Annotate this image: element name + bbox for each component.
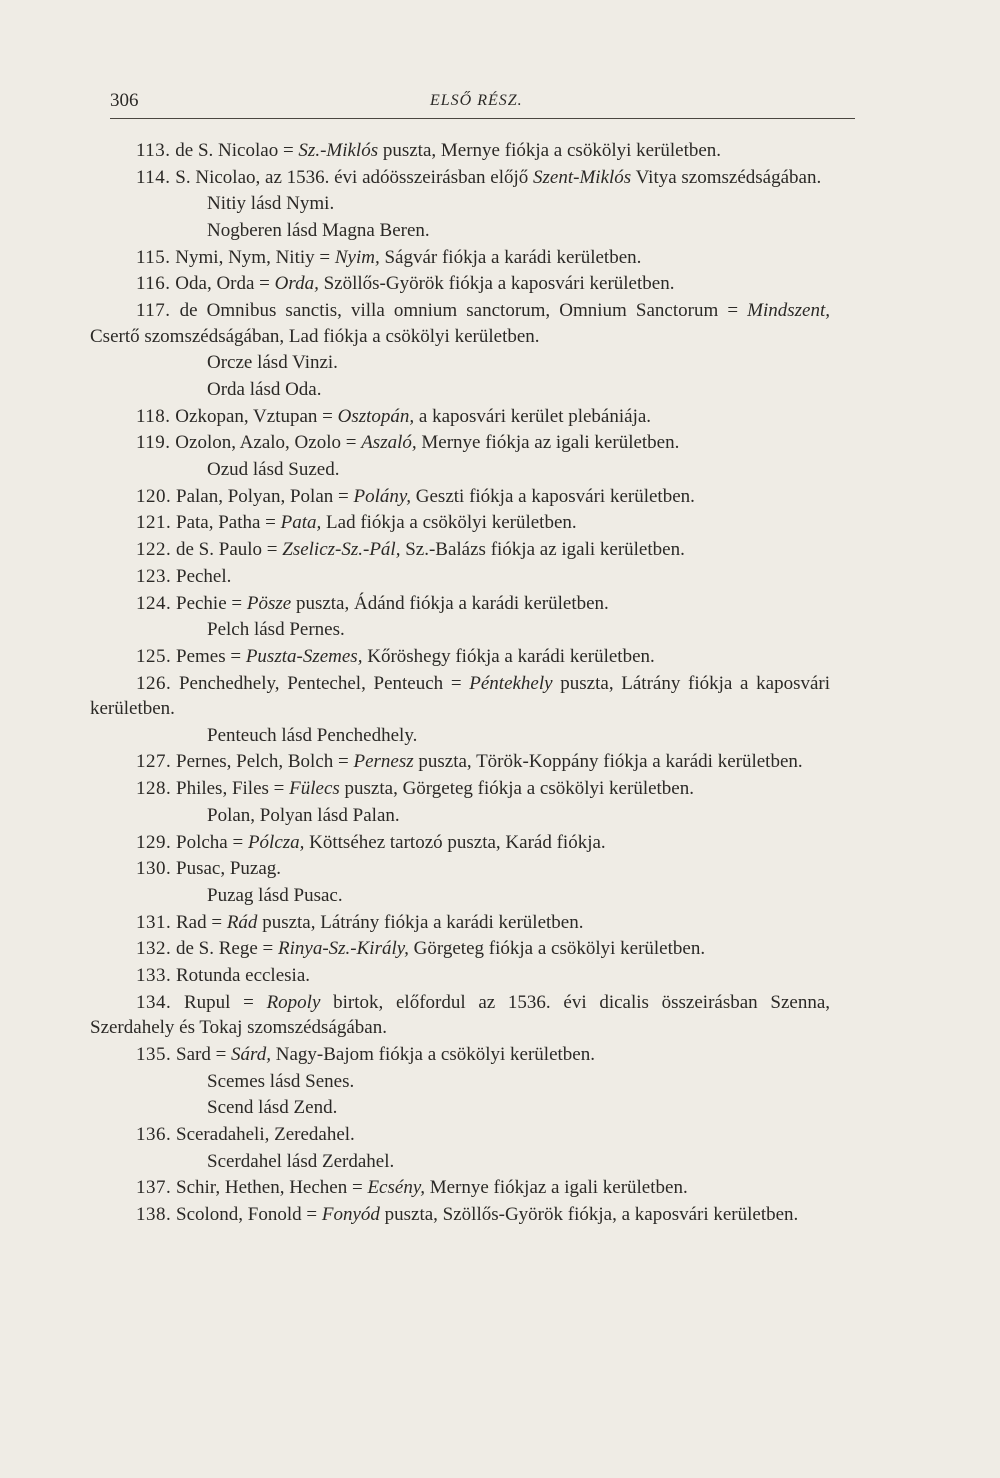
entry-number: 119.	[136, 432, 171, 454]
entry-text: Pemes =	[176, 645, 246, 667]
entry-text: Nymi, Nym, Nitiy =	[175, 246, 335, 268]
entry-number: 113.	[136, 140, 171, 161]
entry-modern-name: Péntekhely	[469, 672, 553, 694]
entry-text: Rupul =	[183, 991, 267, 1013]
entry-description: puszta, Látrány fiókja a kaposvári kerületben.	[90, 672, 831, 720]
entry-description: Geszti fiókja a kaposvári kerületben.	[411, 485, 695, 507]
entry-number: 137.	[136, 1177, 172, 1199]
entry-item	[90, 644, 830, 670]
entry-text: de Omnibus sanctis, villa omnium sanctorum, Omnium Sanctorum =	[179, 300, 748, 322]
entry-description: a kaposvári kerület plebániája.	[414, 405, 652, 427]
page-number: 306	[110, 90, 139, 111]
entry-number: 126.	[136, 672, 172, 694]
entry-text: Philes, Files =	[176, 778, 290, 800]
entry-number: 121.	[136, 512, 172, 534]
entry-modern-name: Rinya-Sz.-Király,	[278, 938, 409, 960]
entry-text: Ozkopan, Vztupan =	[175, 405, 338, 427]
entry-number: 124.	[136, 592, 172, 614]
entry-item	[90, 484, 830, 510]
entry-modern-name: Szent-Miklós	[533, 166, 632, 188]
entry-text: Oda, Orda =	[175, 273, 275, 295]
entry-text: S. Nicolao, az 1536. évi adóösszeirásban előjő	[175, 166, 534, 188]
entry-modern-name: Osztopán,	[337, 405, 415, 427]
entry-item	[90, 1042, 830, 1068]
entry-item	[90, 1202, 830, 1228]
entry-item	[90, 963, 830, 989]
entry-text: Sceradaheli, Zeredahel.	[176, 1123, 355, 1145]
entry-description: Görgeteg fiókja a csökölyi kerületben.	[408, 938, 706, 960]
entry-modern-name: Ecsény,	[367, 1177, 425, 1199]
entry-modern-name: Pata,	[280, 512, 322, 534]
entry-item	[90, 776, 830, 802]
entry-description: puszta, Mernye fiókja a csökölyi kerületben.	[378, 140, 722, 161]
entry-description: Csertő szomszédságában, Lad fiókja a csökölyi kerületben.	[90, 325, 540, 347]
entry-modern-name: Pösze	[246, 592, 292, 614]
entry-text: de S. Paulo =	[176, 539, 283, 561]
entry-text: de S. Nicolao =	[175, 140, 299, 161]
entry-modern-name: Puszta-Szemes,	[245, 645, 363, 667]
entry-modern-name: Pólcza,	[247, 831, 305, 853]
entry-number: 125.	[136, 645, 172, 667]
entry-number: 134.	[136, 991, 172, 1013]
entry-number: 120.	[136, 485, 172, 507]
cross-reference: Nitiy lásd Nymi.	[207, 193, 335, 215]
cross-reference: Scerdahel lásd Zerdahel.	[207, 1150, 395, 1172]
cross-reference: Puzag lásd Pusac.	[207, 884, 343, 906]
entry-modern-name: Nyim,	[334, 246, 380, 268]
entry-text: Ozolon, Azalo, Ozolo =	[175, 432, 362, 454]
entry-modern-name: Zselicz-Sz.-Pál,	[282, 539, 401, 561]
entry-description: puszta, Görgeteg fiókja a csökölyi kerületben.	[339, 778, 694, 800]
entry-modern-name: Aszaló,	[361, 432, 417, 454]
entry-text: Palan, Polyan, Polan =	[176, 485, 354, 507]
running-title: ELSŐ RÉSZ.	[430, 92, 523, 109]
entry-item	[90, 990, 830, 1041]
entry-number: 136.	[136, 1123, 172, 1145]
entry-text: Pusac, Puzag.	[176, 858, 282, 880]
entry-item	[90, 138, 830, 164]
entry-description: Mernye fiókjaz a igali kerületben.	[424, 1177, 688, 1199]
entry-description: Mernye fiókja az igali kerületben.	[416, 432, 680, 454]
entry-item	[90, 510, 830, 536]
page-header	[110, 88, 855, 128]
entry-item	[90, 1175, 830, 1201]
cross-reference: Orda lásd Oda.	[207, 379, 322, 400]
entry-item	[90, 245, 830, 271]
cross-reference: Orcze lásd Vinzi.	[207, 352, 338, 374]
entry-description: puszta, Ádánd fiókja a karádi kerületben.	[291, 592, 609, 614]
entry-number: 117.	[136, 300, 171, 322]
entry-number: 122.	[136, 539, 172, 561]
entry-number: 133.	[136, 964, 172, 986]
entry-text: Rad =	[176, 911, 227, 933]
entry-number: 116.	[136, 273, 171, 295]
entry-item	[90, 537, 830, 563]
entry-modern-name: Pernesz	[353, 751, 414, 773]
entry-number: 118.	[136, 405, 171, 427]
entry-item	[90, 910, 830, 936]
entry-text: Pechie =	[176, 592, 247, 614]
entry-item	[90, 591, 830, 617]
entry-number: 114.	[136, 166, 171, 188]
entry-item	[90, 298, 830, 349]
entry-description: puszta, Török-Koppány fiókja a karádi kerületben.	[413, 751, 803, 773]
entry-number: 138.	[136, 1203, 172, 1225]
entry-text: Schir, Hethen, Hechen =	[176, 1177, 368, 1199]
entry-number: 123.	[136, 565, 172, 587]
entry-text: Pechel.	[176, 565, 232, 587]
entry-description: Kőröshegy fiókja a karádi kerületben.	[362, 645, 655, 667]
entry-modern-name: Mindszent,	[747, 300, 830, 322]
cross-reference: Penteuch lásd Penchedhely.	[207, 724, 418, 746]
header-rule	[110, 118, 855, 119]
entry-modern-name: Rád	[226, 911, 258, 933]
entry-description: Szöllős-Györök fiókja a kaposvári kerületben.	[318, 273, 675, 295]
entry-modern-name: Polány,	[353, 485, 412, 507]
cross-reference: Scend lásd Zend.	[207, 1097, 338, 1119]
entry-text: Pernes, Pelch, Bolch =	[176, 751, 354, 773]
entry-description: Sz.-Balázs fiókja az igali kerületben.	[400, 539, 685, 561]
entry-description: Vitya szomszédságában.	[631, 166, 822, 188]
entry-number: 115.	[136, 246, 171, 268]
entry-number: 131.	[136, 911, 172, 933]
cross-reference: Polan, Polyan lásd Palan.	[207, 804, 400, 826]
entry-text: Polcha =	[176, 831, 248, 853]
cross-reference: Ozud lásd Suzed.	[207, 459, 340, 481]
entry-number: 129.	[136, 831, 172, 853]
entry-item	[90, 856, 830, 882]
entry-description: birtok, előfordul az 1536. évi dicalis összeirásban Szenna, Szerdahely és Tokaj szomszédságában.	[90, 991, 830, 1039]
entry-list	[90, 138, 830, 1229]
entry-modern-name: Fülecs	[289, 778, 340, 800]
entry-item	[90, 430, 830, 456]
entry-text: Sard =	[176, 1043, 232, 1065]
entry-description: Lad fiókja a csökölyi kerületben.	[321, 512, 577, 534]
entry-description: puszta, Szöllős-Györök fiókja, a kaposvári kerületben.	[379, 1203, 799, 1225]
entry-number: 128.	[136, 778, 172, 800]
entry-item	[90, 564, 830, 590]
entry-text: de S. Rege =	[176, 938, 279, 960]
entry-item	[90, 404, 830, 430]
entry-item	[90, 271, 830, 297]
entry-number: 135.	[136, 1043, 172, 1065]
entry-modern-name: Ropoly	[266, 991, 321, 1013]
entry-item	[90, 749, 830, 775]
entry-modern-name: Fonyód	[321, 1203, 380, 1225]
entry-modern-name: Orda,	[274, 273, 319, 295]
cross-reference: Pelch lásd Pernes.	[207, 619, 345, 641]
entry-item	[90, 936, 830, 962]
entry-item	[90, 1122, 830, 1148]
entry-description: Nagy-Bajom fiókja a csökölyi kerületben.	[271, 1043, 595, 1065]
entry-number: 127.	[136, 751, 172, 773]
entry-item	[90, 671, 830, 722]
entry-description: Köttséhez tartozó puszta, Karád fiókja.	[304, 831, 606, 853]
cross-reference: Scemes lásd Senes.	[207, 1070, 355, 1092]
entry-modern-name: Sárd,	[231, 1043, 271, 1065]
cross-reference: Nogberen lásd Magna Beren.	[207, 220, 430, 242]
entry-item	[90, 165, 830, 191]
entry-number: 130.	[136, 858, 172, 880]
entry-text: Rotunda ecclesia.	[176, 964, 311, 986]
entry-item	[90, 830, 830, 856]
entry-modern-name: Sz.-Miklós	[298, 140, 379, 161]
entry-description: puszta, Látrány fiókja a karádi kerületben.	[257, 911, 584, 933]
entry-number: 132.	[136, 938, 172, 960]
entry-text: Pata, Patha =	[176, 512, 281, 534]
entry-text: Penchedhely, Pentechel, Penteuch =	[178, 672, 470, 694]
entry-text: Scolond, Fonold =	[176, 1203, 322, 1225]
entry-description: Ságvár fiókja a karádi kerületben.	[379, 246, 642, 268]
